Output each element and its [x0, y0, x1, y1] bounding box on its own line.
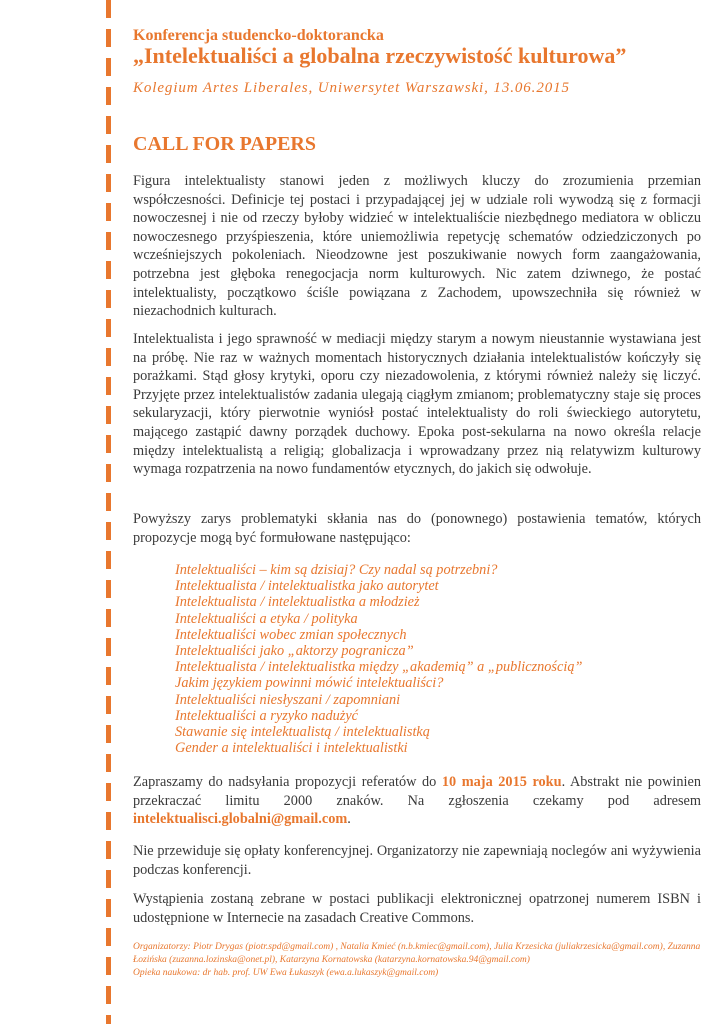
topic-item: Intelektualiści jako „aktorzy pogranicza”: [175, 642, 414, 659]
submission-deadline: 10 maja 2015 roku: [441, 774, 562, 790]
topic-item: Intelektualiści wobec zmian społecznych: [175, 626, 407, 643]
paragraph-fees: Nie przewiduje się opłaty konferencyjnej. Organizatorzy nie zapewniają noclegów ani wyżywienia podczas konferencji.: [133, 843, 701, 878]
paragraph-topics-intro: Powyższy zarys problematyki skłania nas do (ponownego) postawienia tematów, których propozycje mogą być formułowane następująco:: [133, 511, 701, 546]
topic-item: Intelektualiści – kim są dzisiaj? Czy nadal są potrzebni?: [175, 562, 498, 578]
submission-email-link[interactable]: intelektualisci.globalni@gmail.com: [133, 811, 348, 828]
topic-item: Intelektualiści a ryzyko nadużyć: [175, 707, 359, 724]
topic-item: Intelektualista / intelektualistka a młodzież: [175, 594, 420, 611]
submission-text: Zapraszamy do nadsyłania propozycji referatów do: [133, 774, 442, 790]
topic-item: Intelektualiści a etyka / polityka: [175, 610, 358, 627]
footer-organizers: [133, 941, 701, 981]
topics-list: [175, 562, 582, 756]
submission-text-cont: . Abstrakt nie powinien przekraczać limitu 2000 znaków. Na zgłoszenia czekamy pod adresem: [133, 774, 701, 809]
topic-item: Jakim językiem powinni mówić intelektualiści?: [175, 675, 444, 692]
organizers-line: Organizatorzy: Piotr Drygas (piotr.spd@gmail.com) , Natalia Kmieć (n.b.kmiec@gmail.com), Julia Krzesicka (juliakrzesicka@gmail.com), Zuzanna Łozińska (zuzanna.lozinska@onet.pl), Katarzyna Kornatowska (katarzyna.kornatowska.94@gmail.com): [133, 942, 701, 966]
conference-subtitle: Konferencja studencko-doktorancka: [133, 27, 384, 44]
topic-item: Stawanie się intelektualistą / intelektualistką: [175, 723, 430, 740]
paragraph-submission: [133, 773, 701, 829]
topic-item: Intelektualista / intelektualistka między „akademią” a „publicznością”: [175, 659, 583, 676]
paragraph-publication: Wystąpienia zostaną zebrane w postaci publikacji elektronicznej opatrzonej numerem ISBN i udostępnione w Internecie na zasadach Creative Commons.: [133, 891, 701, 926]
topic-item: Intelektualiści niesłyszani / zapomniani: [175, 691, 401, 708]
paragraph-intro: Figura intelektualisty stanowi jeden z możliwych kluczy do zrozumienia przemian współczesności. Definicje tej postaci i przypadającej jej w udziale roli wywodzą się z formacji nowoczesnej i nie od rzeczy byłoby widzieć w intelektualiście niezbędnego mediatora w obliczu nowoczesnego przyśpieszenia, które uniemożliwia repetycję schematów odziedziczonych po wcześniejszych pokoleniach. Nieodzowne jest poszukiwanie nowych form zaangażowania, potrzebna jest głęboka renegocjacja norm kulturowych. Nic zatem dziwnego, że postać intelektualisty, początkowo ściśle powiązana z Zachodem, upowszechniła się również w niezachodnich kulturach.: [133, 173, 701, 320]
submission-text-end: .: [347, 811, 351, 828]
supervision-line: Opieka naukowa: dr hab. prof. UW Ewa Łukaszyk (ewa.a.lukaszyk@gmail.com): [133, 968, 439, 979]
conference-title: „Intelektualiści a globalna rzeczywistość kulturowa”: [133, 43, 627, 68]
conference-venue-date: Kolegium Artes Liberales, Uniwersytet Warszawski, 13.06.2015: [133, 80, 570, 96]
paragraph-mediation: Intelektualista i jego sprawność w mediacji między starym a nowym nieustannie wystawiana jest na próbę. Nie raz w ważnych momentach historycznych działania intelektualistów kończyły się porażkami. Stąd głosy krytyki, oporu czy niezadowolenia, z którymi również należy się liczyć. Przyjęte przez intelektualistów zadania ulegają ciągłym zmianom; problematyczny staje się proces sekularyzacji, który pierwotnie wyniósł postać intelektualisty do roli świeckiego autorytetu, mającego zastąpić dawny porządek duchowy. Epoka post-sekularna na nowo określa relacje między intelektualistą a religią; globalizacja i wprowadzany przez nią relatywizm kulturowy wymaga rozpatrzenia na nowo fundamentów etycznych, do jakich się odwołuje.: [133, 331, 701, 478]
cfp-heading: CALL FOR PAPERS: [133, 133, 316, 155]
topic-item: Intelektualista / intelektualistka jako autorytet: [175, 578, 439, 595]
topic-item: Gender a intelektualiści i intelektualistki: [175, 740, 408, 757]
dashed-margin-line: [106, 0, 111, 1024]
